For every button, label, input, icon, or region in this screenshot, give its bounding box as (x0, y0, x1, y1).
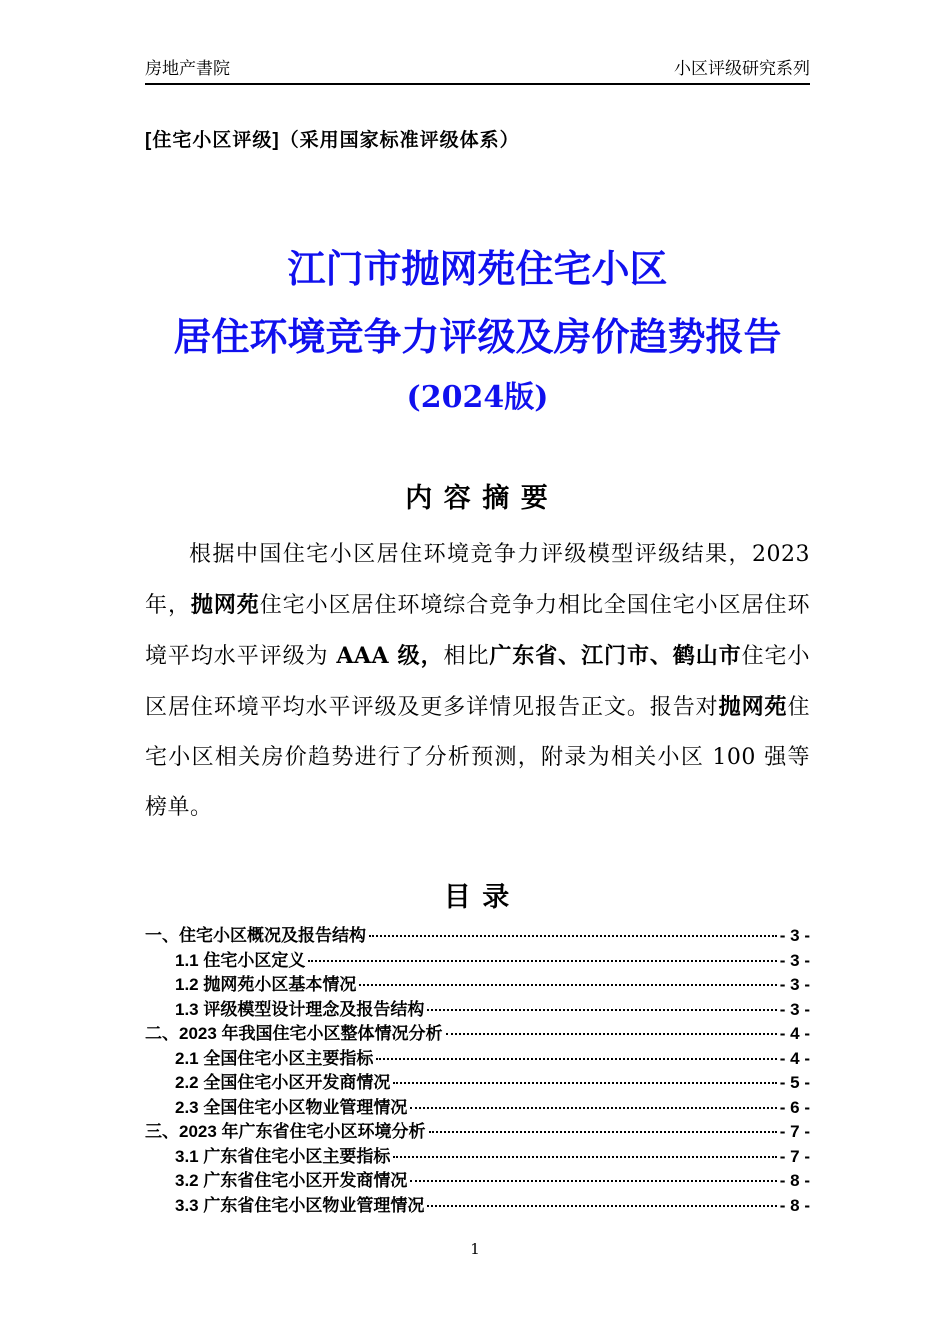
toc-dotted-leader (376, 1058, 776, 1060)
toc-entry (145, 998, 810, 1023)
toc-entry-page: - 3 - (779, 975, 810, 994)
summary-text-bold: 抛网苑 (718, 694, 788, 720)
toc-entry-label: 三、2023 年广东省住宅小区环境分析 (145, 1122, 426, 1141)
toc-dotted-leader (393, 1156, 776, 1158)
summary-text-bold: 抛网苑 (190, 592, 260, 618)
summary-text: 住宅小区居住环境综合竞争力相比全国住宅小区居住环境平均水平评级为 (145, 593, 810, 669)
summary-text: 相比 (443, 644, 490, 669)
toc-entry-label: 2.1 全国住宅小区主要指标 (175, 1048, 374, 1068)
table-of-contents (145, 924, 810, 1218)
toc-entry (145, 1194, 810, 1219)
page-number: 1 (470, 1240, 480, 1258)
report-title-line2: 居住环境竞争力评级及房价趋势报告 (173, 314, 782, 359)
header-rule (145, 83, 810, 85)
toc-dotted-leader (369, 935, 777, 937)
summary-text: 根据中国住宅小区居住环境竞争力评级模型评级结果，2023 年， (145, 542, 810, 618)
toc-entry-page: - 3 - (779, 999, 810, 1019)
toc-entry-page: - 4 - (779, 1048, 810, 1068)
toc-dotted-leader (427, 1009, 776, 1011)
toc-entry-label: 2.2 全国住宅小区开发商情况 (175, 1073, 391, 1092)
toc-dotted-leader (427, 1205, 776, 1207)
toc-entry (145, 924, 810, 949)
toc-entry-label: 1.2 抛网苑小区基本情况 (175, 975, 357, 994)
toc-dotted-leader (410, 1107, 776, 1109)
toc-dotted-leader (446, 1033, 777, 1035)
toc-entry (145, 1120, 810, 1145)
toc-entry (145, 1022, 810, 1047)
toc-entry-page: - 7 - (779, 1146, 810, 1166)
toc-entry-page: - 3 - (779, 950, 810, 970)
toc-entry-label: 3.2 广东省住宅小区开发商情况 (175, 1171, 408, 1190)
toc-entry-label: 3.1 广东省住宅小区主要指标 (175, 1146, 391, 1166)
toc-entry-label: 1.1 住宅小区定义 (175, 950, 306, 970)
toc-dotted-leader (429, 1131, 777, 1133)
toc-entry-label: 2.3 全国住宅小区物业管理情况 (175, 1097, 408, 1117)
toc-entry-page: - 8 - (779, 1171, 810, 1190)
page-header (145, 58, 810, 80)
header-series-right: 小区评级研究系列 (674, 59, 810, 78)
toc-dotted-leader (308, 960, 776, 962)
toc-entry-page: - 6 - (779, 1097, 810, 1117)
report-title-block (145, 244, 810, 418)
summary-text-bold: 广东省、江门市、鹤山市 (489, 643, 742, 669)
toc-entry (145, 1071, 810, 1096)
toc-heading: 目 录 (443, 882, 512, 912)
toc-entry-page: - 8 - (779, 1195, 810, 1215)
summary-text: 住宅小区居住环境平均水平评级及更多详情见报告正文。报告对 (145, 644, 810, 720)
toc-entry-page: - 4 - (779, 1024, 810, 1043)
toc-entry (145, 1145, 810, 1170)
toc-entry-label: 一、住宅小区概况及报告结构 (145, 926, 366, 945)
toc-entry-label: 1.3 评级模型设计理念及报告结构 (175, 999, 425, 1019)
toc-dotted-leader (410, 1180, 776, 1182)
toc-entry (145, 973, 810, 998)
toc-entry-label: 二、2023 年我国住宅小区整体情况分析 (145, 1024, 443, 1043)
summary-paragraph (145, 530, 810, 833)
summary-text: 住宅小区相关房价趋势进行了分析预测，附录为相关小区 100 强等榜单。 (145, 695, 810, 820)
report-edition: (2024版) (406, 380, 549, 415)
toc-entry (145, 1096, 810, 1121)
report-title-line1: 江门市抛网苑住宅小区 (287, 246, 668, 291)
header-series-left: 房地产書院 (145, 59, 230, 78)
toc-entry (145, 1047, 810, 1072)
toc-entry (145, 1169, 810, 1194)
toc-entry (145, 949, 810, 974)
toc-entry-page: - 3 - (779, 926, 810, 945)
rating-system-note: [住宅小区评级]（采用国家标准评级体系） (145, 130, 520, 151)
toc-entry-page: - 7 - (779, 1122, 810, 1141)
toc-dotted-leader (393, 1082, 776, 1084)
toc-entry-label: 3.3 广东省住宅小区物业管理情况 (175, 1195, 425, 1215)
toc-entry-page: - 5 - (779, 1073, 810, 1092)
summary-text-bold: AAA 级， (336, 643, 444, 669)
toc-dotted-leader (359, 984, 776, 986)
summary-heading: 内 容 摘 要 (405, 483, 550, 513)
